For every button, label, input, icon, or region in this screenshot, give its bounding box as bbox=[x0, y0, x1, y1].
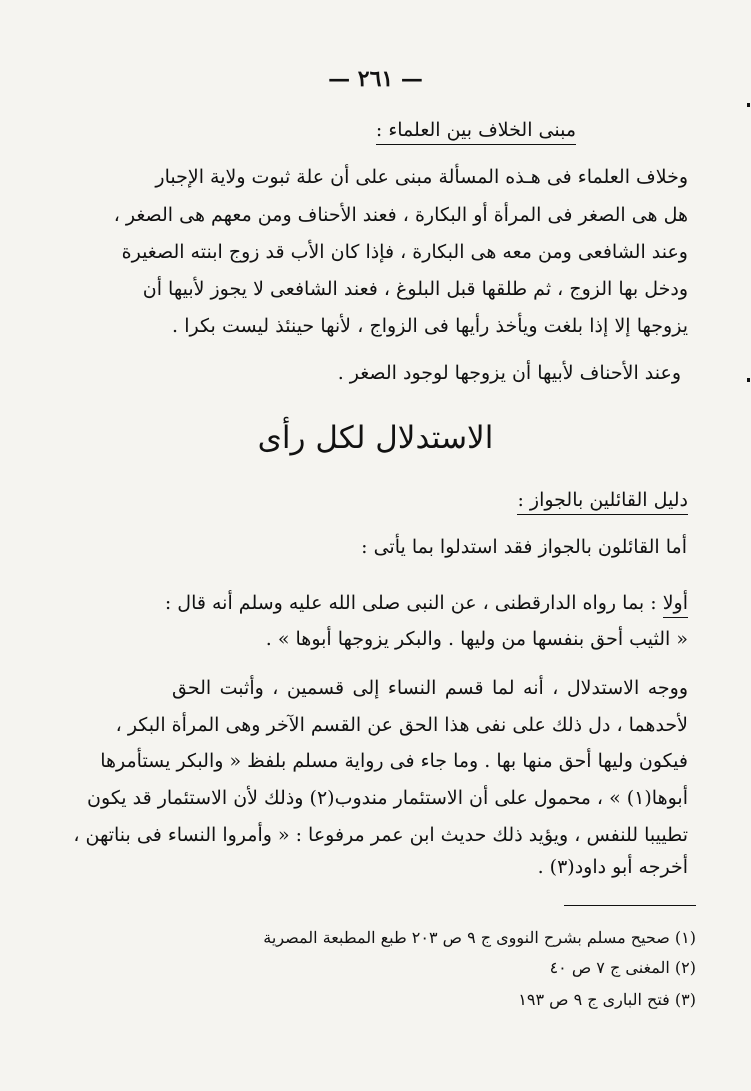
page-number: — ٢٦١ — bbox=[328, 66, 423, 92]
argument-line: لأحدهما ، دل ذلك على نفى هذا الحق عن القسم الآخر وهى المرأة البكر ، bbox=[115, 714, 688, 736]
paragraph-line: وعند الشافعى ومن معه هى البكارة ، فإذا كان الأب قد زوج ابنته الصغيرة bbox=[121, 241, 688, 263]
footnote: (٣) فتح البارى ج ٩ ص ١٩٣ bbox=[518, 990, 696, 1009]
argument-line: ووجه الاستدلال ، أنه لما قسم النساء إلى قسمين ، وأثبت الحق bbox=[172, 677, 688, 699]
scan-speck bbox=[747, 378, 750, 382]
section-heading-text: مبنى الخلاف بين العلماء : bbox=[376, 119, 576, 145]
scan-speck bbox=[747, 103, 750, 107]
paragraph-line: وخلاف العلماء فى هـذه المسألة مبنى على أن علة ثبوت ولاية الإجبار bbox=[155, 166, 688, 188]
footnote-divider bbox=[564, 905, 696, 906]
subheading-text: دليل القائلين بالجواز : bbox=[517, 489, 688, 515]
subheading bbox=[517, 491, 688, 510]
paragraph-line: هل هى الصغر فى المرأة أو البكارة ، فعند الأحناف ومن معهم هى الصغر ، bbox=[113, 204, 688, 226]
footnote: (١) صحيح مسلم بشرح النووى ج ٩ ص ٢٠٣ طبع المطبعة المصرية bbox=[263, 928, 696, 947]
footnote: (٢) المغنى ج ٧ ص ٤٠ bbox=[549, 958, 696, 977]
paragraph-line: يزوجها إلا إذا بلغت ويأخذ رأيها فى الزواج ، لأنها حينئذ ليست بكرا . bbox=[172, 315, 688, 337]
argument-line: تطييبا للنفس ، ويؤيد ذلك حديث ابن عمر مرفوعا : « وأمروا النساء فى بناتهن ، bbox=[73, 824, 688, 846]
intro-line: أما القائلون بالجواز فقد استدلوا بما يأتى : bbox=[361, 536, 687, 558]
argument-line: فيكون وليها أحق منها بها . وما جاء فى رواية مسلم بلفظ « والبكر يستأمرها bbox=[100, 750, 688, 772]
hadith-quote: « الثيب أحق بنفسها من وليها . والبكر يزوجها أبوها » . bbox=[265, 628, 688, 650]
first-label: أولا bbox=[663, 592, 688, 618]
section-heading bbox=[376, 121, 576, 140]
paragraph-line: ودخل بها الزوج ، ثم طلقها قبل البلوغ ، فعند الشافعى لا يجوز لأبيها أن bbox=[142, 278, 688, 300]
first-evidence-line bbox=[164, 592, 688, 614]
section-title: الاستدلال لكل رأى bbox=[257, 420, 494, 456]
paragraph-last-line: وعند الأحناف لأبيها أن يزوجها لوجود الصغر . bbox=[337, 362, 681, 384]
argument-last-line: أخرجه أبو داود(٣) . bbox=[537, 856, 688, 878]
argument-line: أبوها(١) » ، محمول على أن الاستئمار مندوب(٢) وذلك لأن الاستئمار قد يكون bbox=[87, 787, 688, 809]
first-evidence-text: : بما رواه الدارقطنى ، عن النبى صلى الله عليه وسلم أنه قال : bbox=[164, 592, 663, 614]
